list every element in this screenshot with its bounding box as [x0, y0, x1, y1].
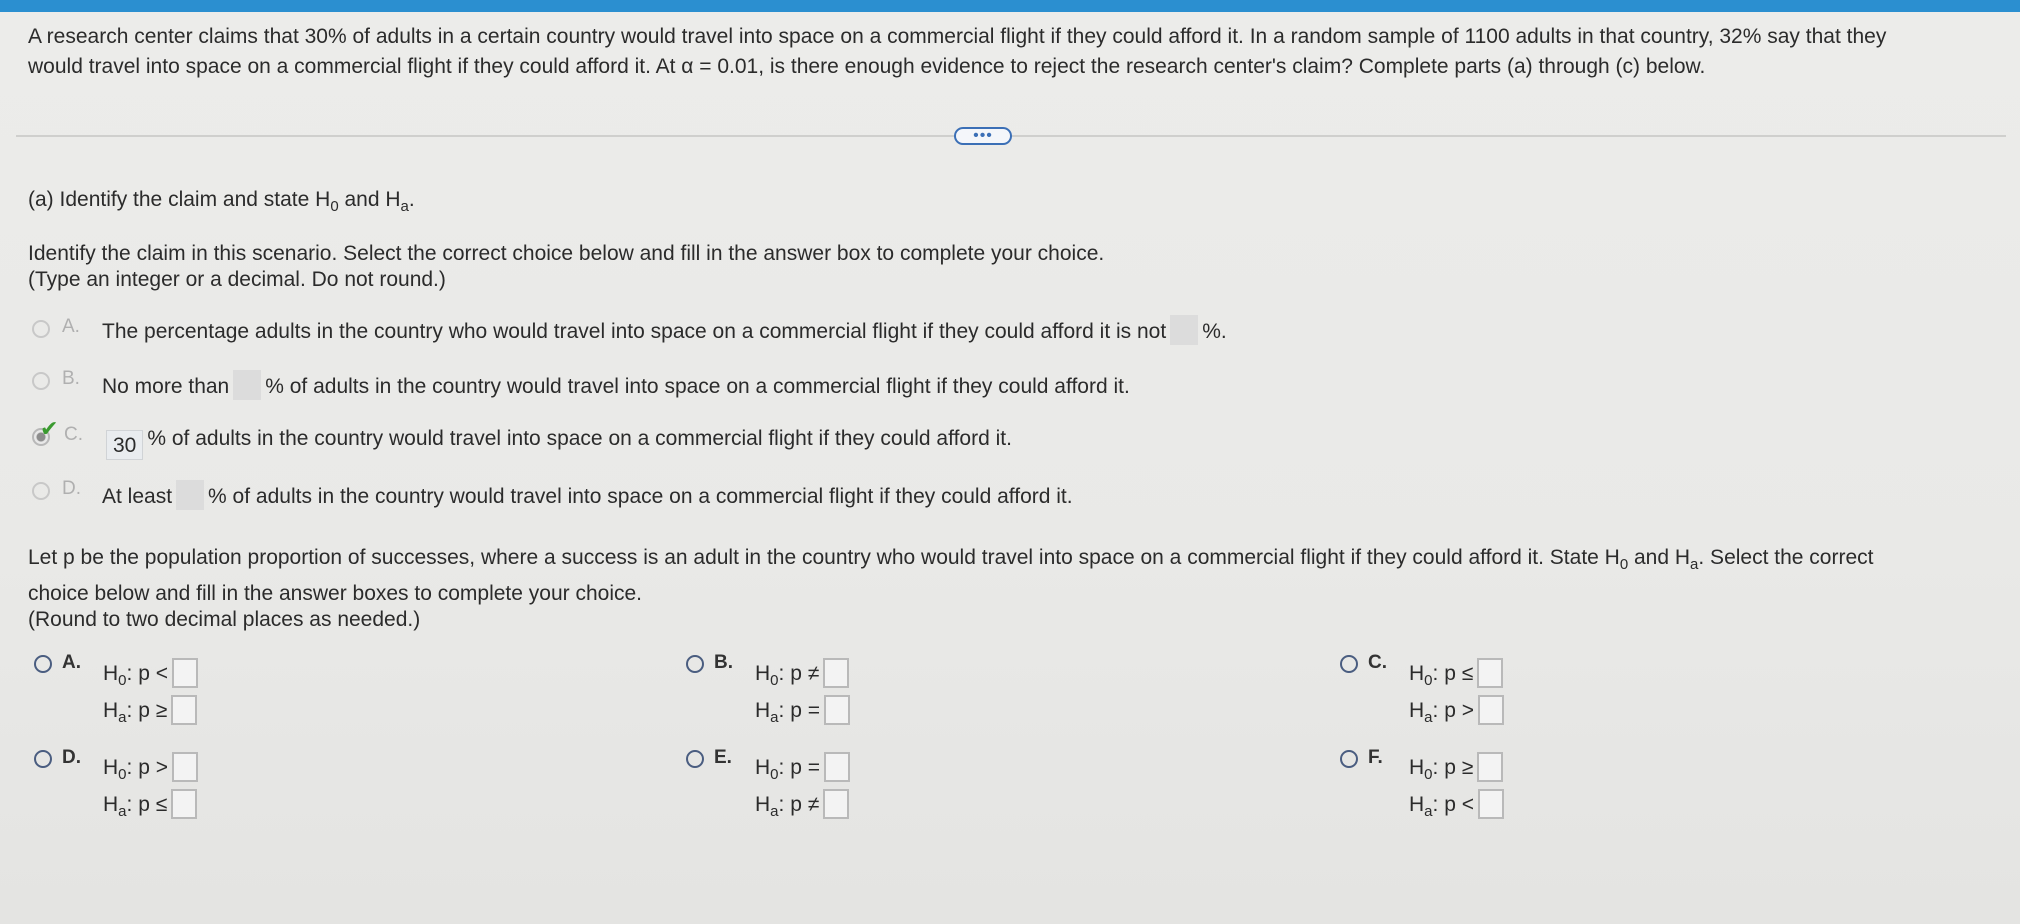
hyp-b-h0[interactable]: $H_0$: p ≠	[755, 658, 849, 689]
claim-c-answer-box[interactable]: 30	[106, 430, 143, 460]
claim-choice-b[interactable]: No more than % of adults in the country would travel into space on a commercial flight if they could afford it.	[102, 370, 1130, 401]
claim-b-answer-box[interactable]	[233, 370, 261, 400]
hyp-a-ha[interactable]: $H_a$: p ≥	[103, 695, 197, 726]
hyp-letter-d: D.	[62, 747, 81, 768]
claim-d-answer-box[interactable]	[176, 480, 204, 510]
hyp-letter-b: B.	[714, 652, 733, 673]
hyp-a-ha-box[interactable]	[171, 695, 197, 725]
claim-choice-d[interactable]: At least % of adults in the country would travel into space on a commercial flight if they could afford it.	[102, 480, 1073, 511]
problem-line-2: would travel into space on a commercial flight if they could afford it. At α = 0.01, is there enough evidence to reject the research center's claim? Complete parts (a) through (c) below.	[28, 55, 1706, 78]
hyp-d-h0[interactable]: $H_0$: p >	[103, 752, 198, 783]
claim-radio-d[interactable]	[32, 482, 50, 500]
hyp-f-h0[interactable]: $H_0$: p ≥	[1409, 752, 1503, 783]
hyp-letter-e: E.	[714, 747, 732, 768]
correct-check-icon: ✔	[40, 416, 59, 441]
problem-statement	[28, 22, 1998, 82]
hyp-letter-a: A.	[62, 652, 81, 673]
hyp-b-h0-box[interactable]	[823, 658, 849, 688]
hypothesis-instruction-line-1: Let p be the population proportion of successes, where a success is an adult in the country who would travel into space on a commercial flight if they could afford it. State $H_0$ and $H_a$. Select the correct	[28, 546, 1874, 574]
hyp-e-ha-box[interactable]	[823, 789, 849, 819]
hyp-f-h0-box[interactable]	[1477, 752, 1503, 782]
hypothesis-hint: (Round to two decimal places as needed.)	[28, 608, 421, 631]
hyp-c-ha-box[interactable]	[1478, 695, 1504, 725]
hyp-c-ha[interactable]: $H_a$: p >	[1409, 695, 1504, 726]
hyp-e-h0[interactable]: $H_0$: p =	[755, 752, 850, 783]
hyp-a-h0-box[interactable]	[172, 658, 198, 688]
claim-letter-b: B.	[62, 368, 80, 389]
hyp-letter-f: F.	[1368, 747, 1383, 768]
claim-choice-a[interactable]: The percentage adults in the country who would travel into space on a commercial flight if they could afford it is not %.	[102, 315, 1227, 346]
problem-line-1: A research center claims that 30% of adults in a certain country would travel into space on a commercial flight if they could afford it. In a random sample of 1100 adults in that country, 32% say that they	[28, 25, 1887, 48]
claim-a-answer-box[interactable]	[1170, 315, 1198, 345]
hyp-b-ha[interactable]: $H_a$: p =	[755, 695, 850, 726]
hyp-a-h0[interactable]: $H_0$: p <	[103, 658, 198, 689]
hyp-f-ha-box[interactable]	[1478, 789, 1504, 819]
part-a-heading: (a) Identify the claim and state $H_0$ and $H_a$.	[28, 188, 415, 216]
more-options-button[interactable]: •••	[954, 127, 1012, 145]
hyp-c-h0-box[interactable]	[1477, 658, 1503, 688]
hyp-radio-e[interactable]	[686, 750, 704, 768]
hyp-d-h0-box[interactable]	[172, 752, 198, 782]
hyp-letter-c: C.	[1368, 652, 1387, 673]
hyp-radio-d[interactable]	[34, 750, 52, 768]
hyp-e-h0-box[interactable]	[824, 752, 850, 782]
claim-hint: (Type an integer or a decimal. Do not round.)	[28, 268, 446, 291]
hyp-e-ha[interactable]: $H_a$: p ≠	[755, 789, 849, 820]
hyp-radio-a[interactable]	[34, 655, 52, 673]
claim-radio-a[interactable]	[32, 320, 50, 338]
claim-instruction: Identify the claim in this scenario. Select the correct choice below and fill in the answer box to complete your choice.	[28, 242, 1105, 265]
claim-radio-b[interactable]	[32, 372, 50, 390]
claim-choice-c[interactable]: 30 % of adults in the country would travel into space on a commercial flight if they could afford it.	[102, 425, 1012, 460]
claim-letter-c: C.	[64, 424, 83, 445]
hyp-f-ha[interactable]: $H_a$: p <	[1409, 789, 1504, 820]
hyp-b-ha-box[interactable]	[824, 695, 850, 725]
hyp-radio-c[interactable]	[1340, 655, 1358, 673]
claim-letter-d: D.	[62, 478, 81, 499]
hyp-c-h0[interactable]: $H_0$: p ≤	[1409, 658, 1503, 689]
hyp-d-ha[interactable]: $H_a$: p ≤	[103, 789, 197, 820]
claim-letter-a: A.	[62, 316, 80, 337]
hypothesis-instruction-line-2: choice below and fill in the answer boxes to complete your choice.	[28, 582, 643, 605]
hyp-radio-b[interactable]	[686, 655, 704, 673]
top-bar	[0, 0, 2020, 12]
hyp-d-ha-box[interactable]	[171, 789, 197, 819]
hyp-radio-f[interactable]	[1340, 750, 1358, 768]
